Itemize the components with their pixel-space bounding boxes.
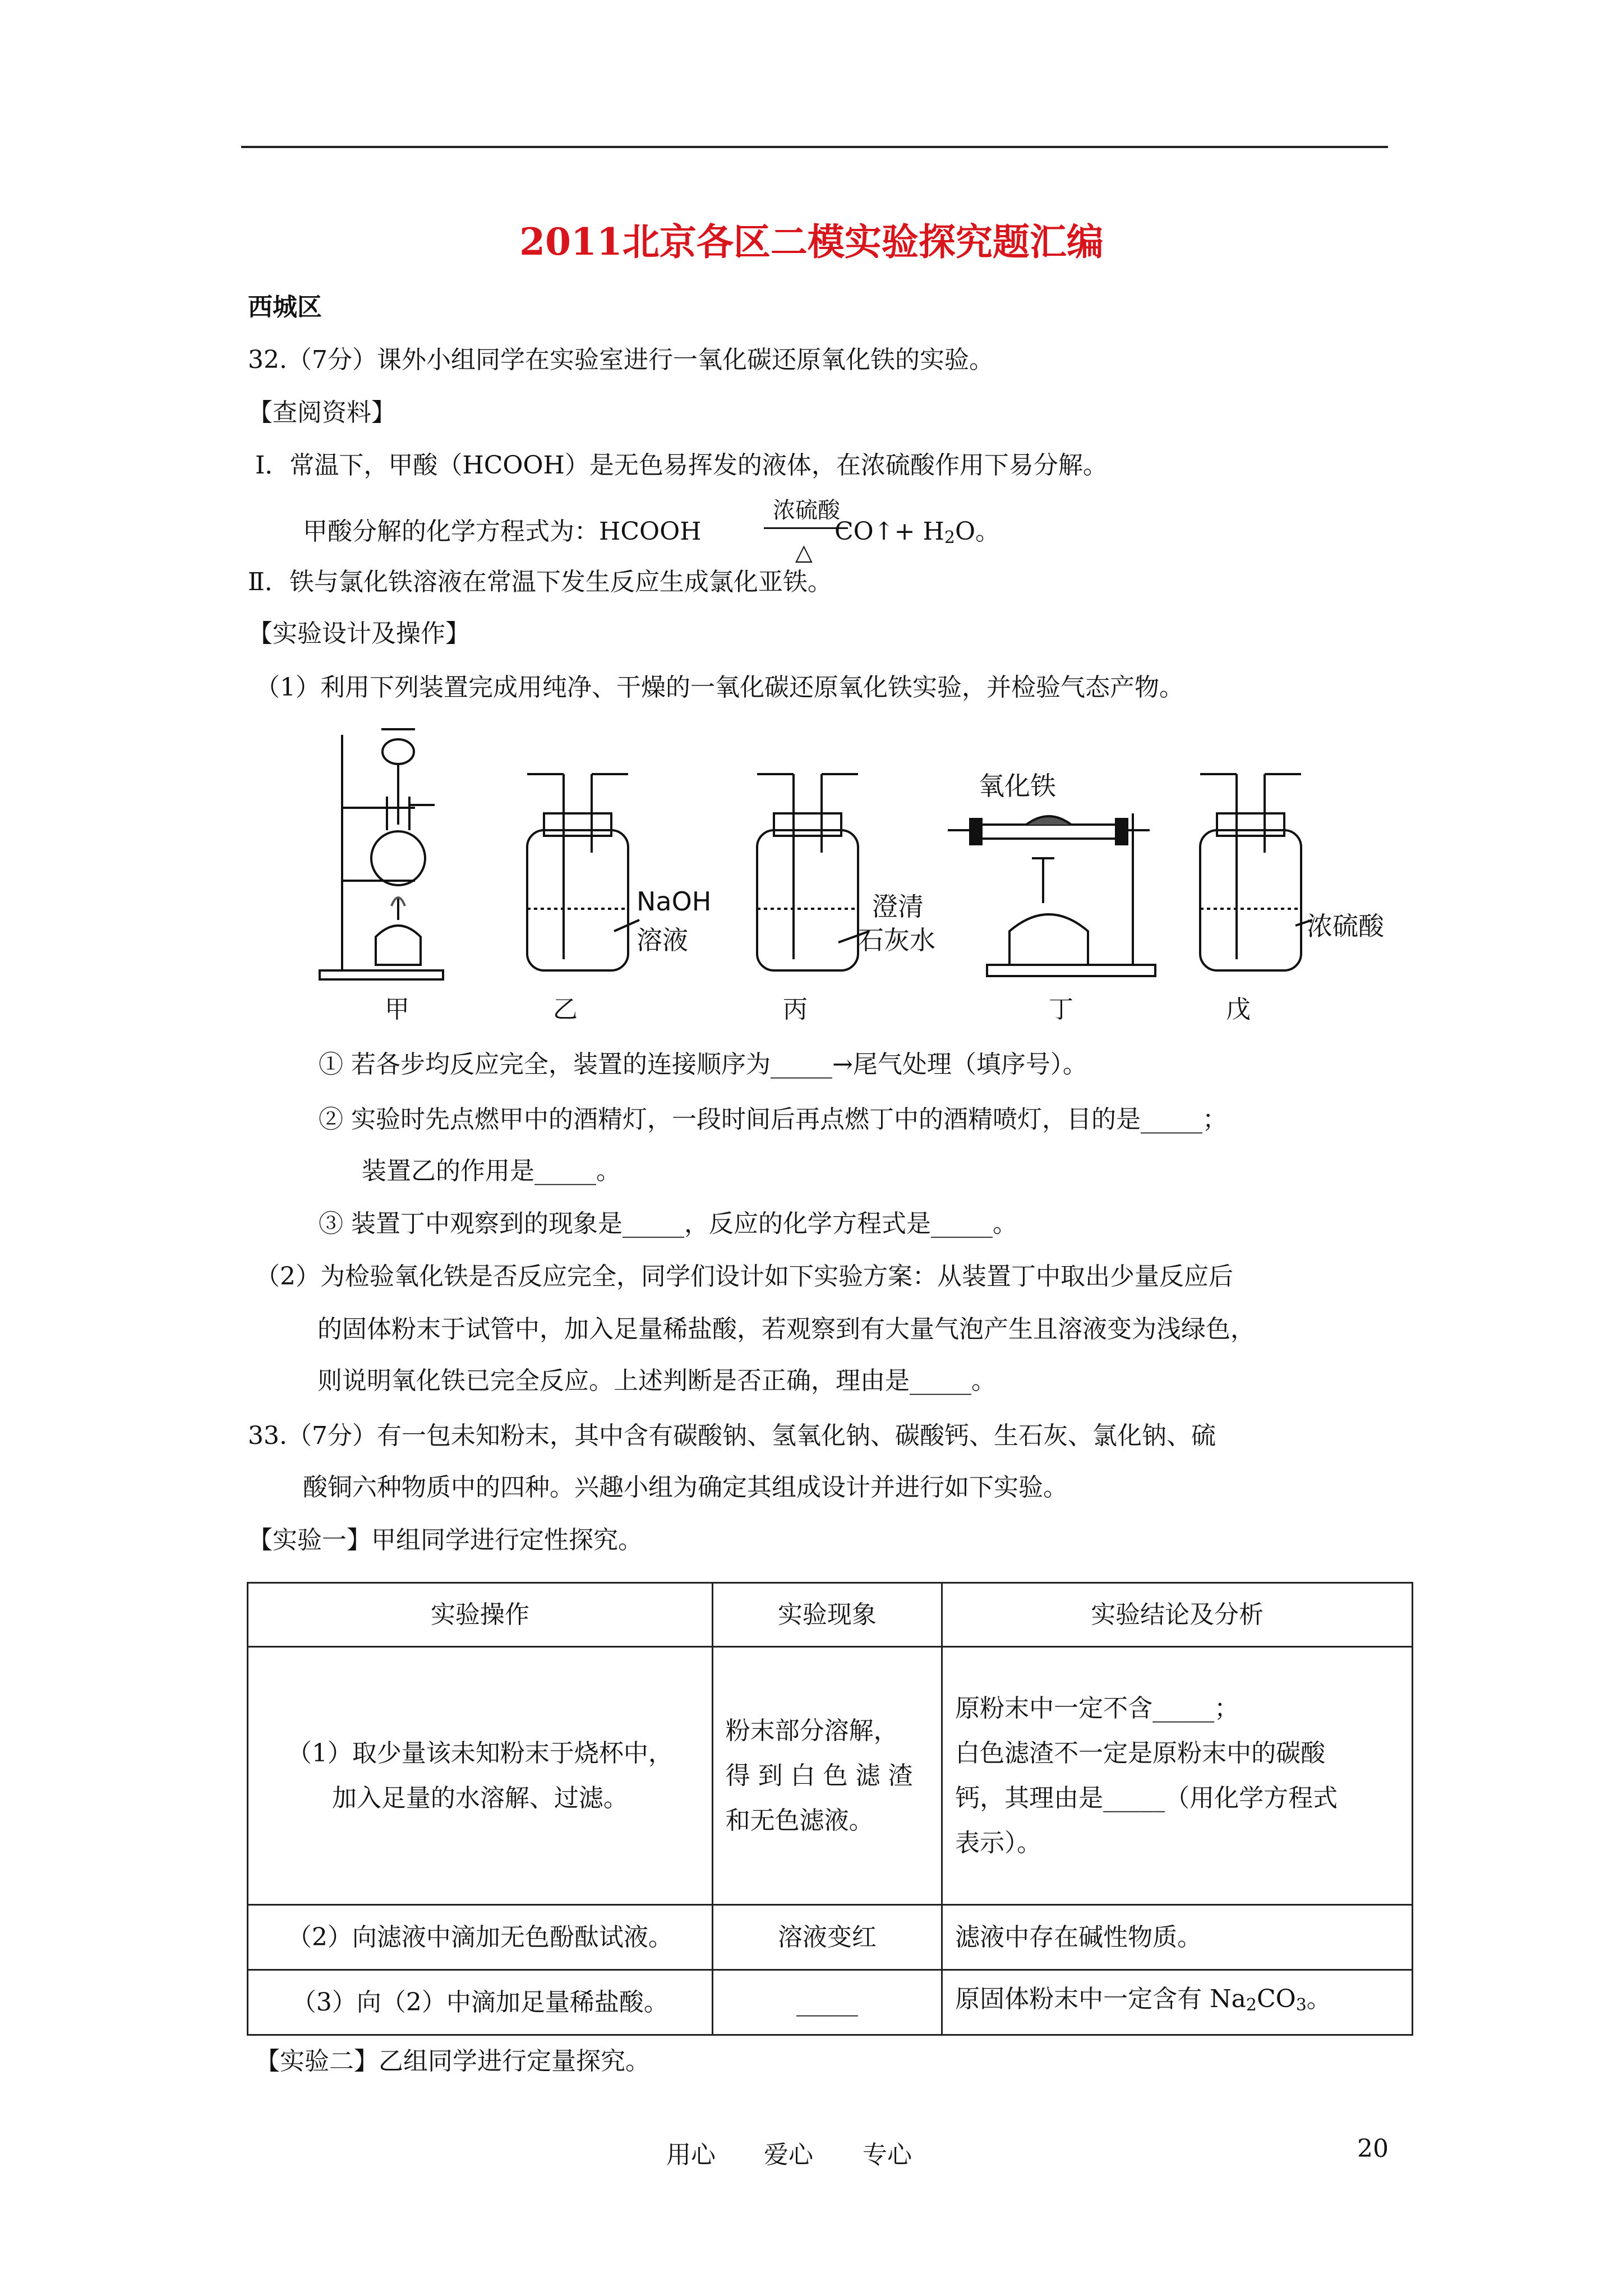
header-rule: [241, 146, 1388, 148]
q33-stem-1: 33.（7分）有一包未知粉末，其中含有碳酸钠、氢氧化钠、碳酸钙、生石灰、氯化钠、硫: [248, 1421, 1216, 1450]
ref-heading: 【查阅资料】: [248, 398, 396, 427]
apparatus-bing: [757, 774, 869, 970]
table-row: [248, 1647, 1413, 1905]
row1-operation: （1）取少量该未知粉末于烧杯中， 加入足量的水溶解、过滤。: [248, 1647, 713, 1905]
page-number: 20: [1357, 2134, 1389, 2163]
apparatus-label-bing: 丙: [783, 995, 808, 1024]
label-naoh-solution: 溶液: [637, 925, 688, 955]
row3-operation: （3）向（2）中滴加足量稀盐酸。: [248, 1970, 713, 2035]
apparatus-jia: [320, 729, 443, 979]
header-operation: 实验操作: [248, 1583, 713, 1647]
row1-conclusion: 原粉末中一定不含_____； 白色滤渣不一定是原粉末中的碳酸 钙，其理由是_____（用化学方程式 表示）。: [942, 1647, 1413, 1905]
header-phenomenon: 实验现象: [712, 1583, 942, 1647]
ref-item-2: Ⅱ．铁与氯化铁溶液在常温下发生反应生成氯化亚铁。: [248, 568, 832, 596]
page-title: 2011北京各区二模实验探究题汇编: [519, 220, 1104, 264]
equation-prefix: 甲酸分解的化学方程式为：HCOOH: [303, 517, 702, 546]
part-2-line-2: 的固体粉末于试管中，加入足量稀盐酸，若观察到有大量气泡产生且溶液变为浅绿色，: [317, 1315, 1255, 1343]
row2-conclusion: 滤液中存在碱性物质。: [942, 1905, 1413, 1970]
row1-phenomenon: 粉末部分溶解， 得 到 白 色 滤 渣 和无色滤液。: [712, 1647, 942, 1905]
apparatus-label-ding: 丁: [1049, 995, 1073, 1024]
label-iron-oxide: 氧化铁: [979, 771, 1056, 801]
table-row: [248, 1905, 1413, 1970]
sub-question-2: ② 实验时先点燃甲中的酒精灯，一段时间后再点燃丁中的酒精喷灯，目的是_____；: [319, 1105, 1227, 1134]
table-header-row: [248, 1583, 1413, 1647]
experiment-table: [247, 1582, 1413, 2036]
footer-slogan-1: 用心: [666, 2141, 716, 2169]
row3-phenomenon: _____: [712, 1970, 942, 2035]
label-naoh: NaOH: [637, 886, 712, 917]
design-heading: 【实验设计及操作】: [248, 619, 470, 648]
equation-products: CO↑+ $H_2O$。: [834, 517, 1000, 547]
row2-phenomenon: 溶液变红: [712, 1905, 942, 1970]
apparatus-wu: [1200, 774, 1312, 970]
q33-stem-2: 酸铜六种物质中的四种。兴趣小组为确定其组成设计并进行如下实验。: [303, 1473, 1068, 1502]
equation-condition-top: 浓硫酸: [773, 498, 840, 523]
label-limewater-2: 石灰水: [858, 925, 935, 955]
part-2-line-1: （2）为检验氧化铁是否反应完全，同学们设计如下实验方案：从装置丁中取出少量反应后: [255, 1262, 1233, 1291]
apparatus-ding: [948, 813, 1155, 976]
label-sulfuric-acid: 浓硫酸: [1307, 911, 1384, 941]
row3-conclusion: 原固体粉末中一定含有 $Na_2CO_3$。: [942, 1970, 1413, 2035]
equation-condition-bottom: △: [795, 540, 813, 565]
sub-question-1: ① 若各步均反应完全，装置的连接顺序为_____→尾气处理（填序号）。: [319, 1050, 1087, 1079]
footer-slogan-3: 专心: [863, 2141, 912, 2169]
part-1-text: （1）利用下列装置完成用纯净、干燥的一氧化碳还原氧化铁实验，并检验气态产物。: [255, 673, 1184, 702]
experiment-2-heading: 【实验二】乙组同学进行定量探究。: [255, 2047, 650, 2076]
district-heading: 西城区: [248, 293, 322, 321]
q32-stem: 32.（7分）课外小组同学在实验室进行一氧化碳还原氧化铁的实验。: [248, 346, 994, 374]
apparatus-label-yi: 乙: [553, 995, 578, 1024]
apparatus-yi: [527, 774, 639, 970]
sub-question-2-cont: 装置乙的作用是_____。: [362, 1157, 621, 1185]
header-conclusion: 实验结论及分析: [942, 1583, 1413, 1647]
footer-slogan-2: 爱心: [764, 2141, 813, 2169]
row2-operation: （2）向滤液中滴加无色酚酞试液。: [248, 1905, 713, 1970]
experiment-1-heading: 【实验一】甲组同学进行定性探究。: [248, 1526, 643, 1554]
sub-question-3: ③ 装置丁中观察到的现象是_____，反应的化学方程式是_____。: [319, 1209, 1017, 1238]
table-row: [248, 1970, 1413, 2035]
apparatus-label-wu: 戊: [1226, 995, 1251, 1024]
apparatus-label-jia: 甲: [385, 995, 409, 1024]
part-2-line-3: 则说明氧化铁已完全反应。上述判断是否正确，理由是_____。: [317, 1366, 996, 1395]
ref-item-1: Ⅰ．常温下，甲酸（HCOOH）是无色易挥发的液体，在浓硫酸作用下易分解。: [255, 451, 1108, 480]
label-limewater-1: 澄清: [872, 891, 924, 922]
